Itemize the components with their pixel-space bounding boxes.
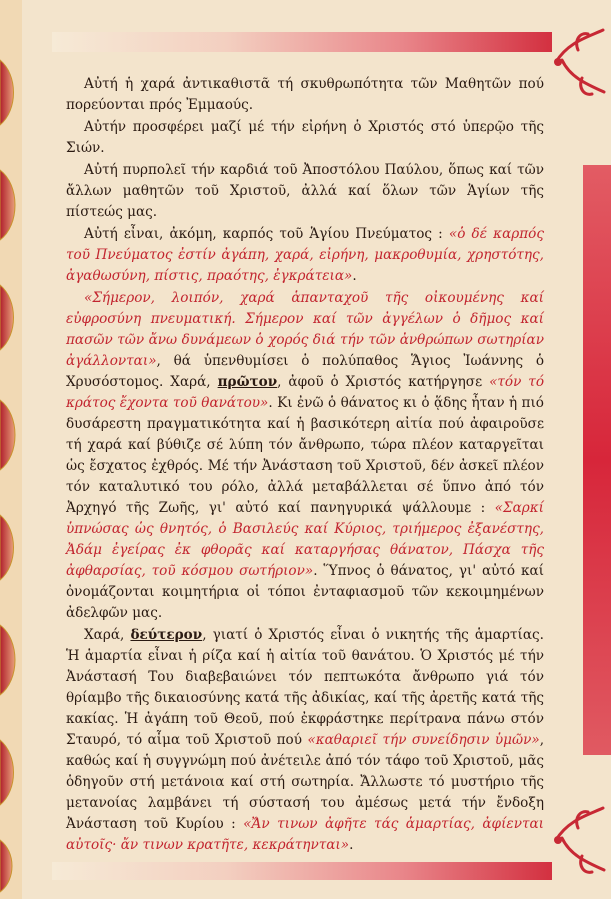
paragraph-text: . [352,268,357,284]
paragraph [66,117,544,159]
paragraph-text: . [349,837,354,853]
paragraph [66,160,544,223]
paragraph [66,625,544,856]
emphasis-text: δεύτερον [130,627,203,643]
paragraph-text: Αὐτή εἶναι, ἀκόμη, καρπός τοῦ Ἁγίου Πνεύματος : [84,226,449,242]
paragraph-text: Χαρά, [84,627,131,643]
quotation-text: «ὁ δέ καρπός τοῦ Πνεύματος ἐστίν ἀγάπη, χαρά, εἰρήνη, μακροθυμία, χρηστότης, ἀγαθωσύνη, πίστις, πραότης, ἐγκράτεια» [66,226,544,284]
body-text [66,74,544,857]
bottom-decorative-bar [52,862,552,880]
paragraph-text: Αὐτή πυρπολεῖ τήν καρδιά τοῦ Ἀποστόλου Παύλου, ὅπως καί τῶν ἄλλων μαθητῶν τοῦ Χριστοῦ, ἀλλά καί ὅλων τῶν Ἁγίων τῆς πίστεώς μας. [66,162,544,220]
bottom-right-ornament [548,800,608,880]
right-red-band [583,165,611,755]
quotation-text: «Ἄν τινων ἀφῆτε τάς ἁμαρτίας, ἀφίενται αὐτοῖς· ἄν τινων κρατῆτε, κεκράτηνται» [66,816,544,853]
emphasis-text: πρῶτον [217,374,278,390]
paragraph [66,74,544,116]
paragraph-text: Αὐτήν προσφέρει μαζί μέ τήν εἰρήνη ὁ Χριστός στό ὑπερῷο τῆς Σιών. [66,119,544,156]
top-right-ornament [548,22,608,102]
quotation-text: «Σήμερον, λοιπόν, χαρά ἁπανταχοῦ τῆς οἰκουμένης καί εὐφροσύνη πνευματική. Σήμερον καί τῶν ἀγγέλων ὁ δῆμος καί πασῶν τῶν ἄνω δυνάμεων ὁ χορός διά τήν τῶν ἀνθρώπων σωτηρίαν ἀγάλλονται» [66,290,544,369]
paragraph-text: Αὐτή ἡ χαρά ἀντικαθιστᾶ τή σκυθρωπότητα τῶν Μαθητῶν πού πορεύονται πρός Ἐμμαούς. [66,76,544,113]
paragraph-text: . Κι ἐνῶ ὁ θάνατος κι ὁ ᾅδης ἦταν ἡ πιό δυσάρεστη πραγματικότητα καί ἡ βασικότερη αἰτία πού ἀφαιροῦσε τή χαρά καί βύθιζε σέ λύπη τόν ἄνθρωπο, τώρα πλέον καταργεῖται ὡς ἔσχατος ἐχθρός. Μέ τήν Ἀνάσταση τοῦ Χριστοῦ, δέν ἀσκεῖ πλέον τόν καταλυτικό του ρόλο, ἀλλά μεταβάλλεται σέ ὕπνο ἀπό τόν Ἀρχηγό τῆς Ζωῆς, γι' αὐτό καί πανηγυρικά ψάλλουμε : [66,395,544,516]
paragraph-text: , ἀφοῦ ὁ Χριστός κατήργησε [277,374,490,390]
paragraph-text: , γιατί ὁ Χριστός εἶναι ὁ νικητής τῆς ἁμαρτίας. Ἡ ἁμαρτία εἶναι ἡ ρίζα καί ἡ αἰτία τοῦ θανάτου. Ὁ Χριστός μέ τήν Ἀνάστασή Του διαβεβαιώνει τόν πεπτωκότα ἄνθρωπο γιά τόν θρίαμβο τῆς δικαιοσύνης κατά τῆς ἀδικίας, καί τῆς ἀρετῆς κατά τῆς κακίας. Ἡ ἀγάπη τοῦ Θεοῦ, πού ἐκφράστηκε περίτρανα πάνω στόν Σταυρό, τό αἷμα τοῦ Χριστοῦ πού [66,627,544,748]
left-floral-border [0,0,22,899]
paragraph-text: , θά ὑπενθυμίσει ὁ πολύπαθος Ἅγιος Ἰωάννης ὁ Χρυσόστομος. Χαρά, [66,353,544,390]
quotation-text: «καθαριεῖ τήν συνείδησιν ὑμῶν» [307,732,540,748]
top-decorative-bar [52,32,552,52]
quotation-text: «Σαρκί ὑπνώσας ὡς θνητός, ὁ Βασιλεύς καί Κύριος, τριήμερος ἐξανέστης, Ἀδάμ ἐγείρας ἐκ φθορᾶς καί καταργήσας θάνατον, Πάσχα τῆς ἀφθαρσίας, τοῦ κόσμου σωτήριον» [66,500,544,579]
quotation-text: «τόν τό κράτος ἔχοντα τοῦ θανάτου» [66,374,545,411]
paragraph [66,288,544,624]
paragraph [66,224,544,287]
paragraph-text: . Ὕπνος ὁ θάνατος, γι' αὐτό καί ὀνομάζονται κοιμητήρια οἱ τόποι ἐνταφιασμοῦ τῶν κεκοιμημένων ἀδελφῶν μας. [66,563,544,621]
paragraph-text: , καθώς καί ἡ συγγνώμη πού ἀνέτειλε ἀπό τόν τάφο τοῦ Χριστοῦ, μᾶς ὁδηγοῦν στή μετάνοια καί στή σωτηρία. Ἄλλωστε τό μυστήριο τῆς μετανοίας λαμβάνει τή σύστασή του ἀμέσως μετά τήν ἔνδοξη Ἀνάσταση τοῦ Κυρίου : [66,732,545,832]
